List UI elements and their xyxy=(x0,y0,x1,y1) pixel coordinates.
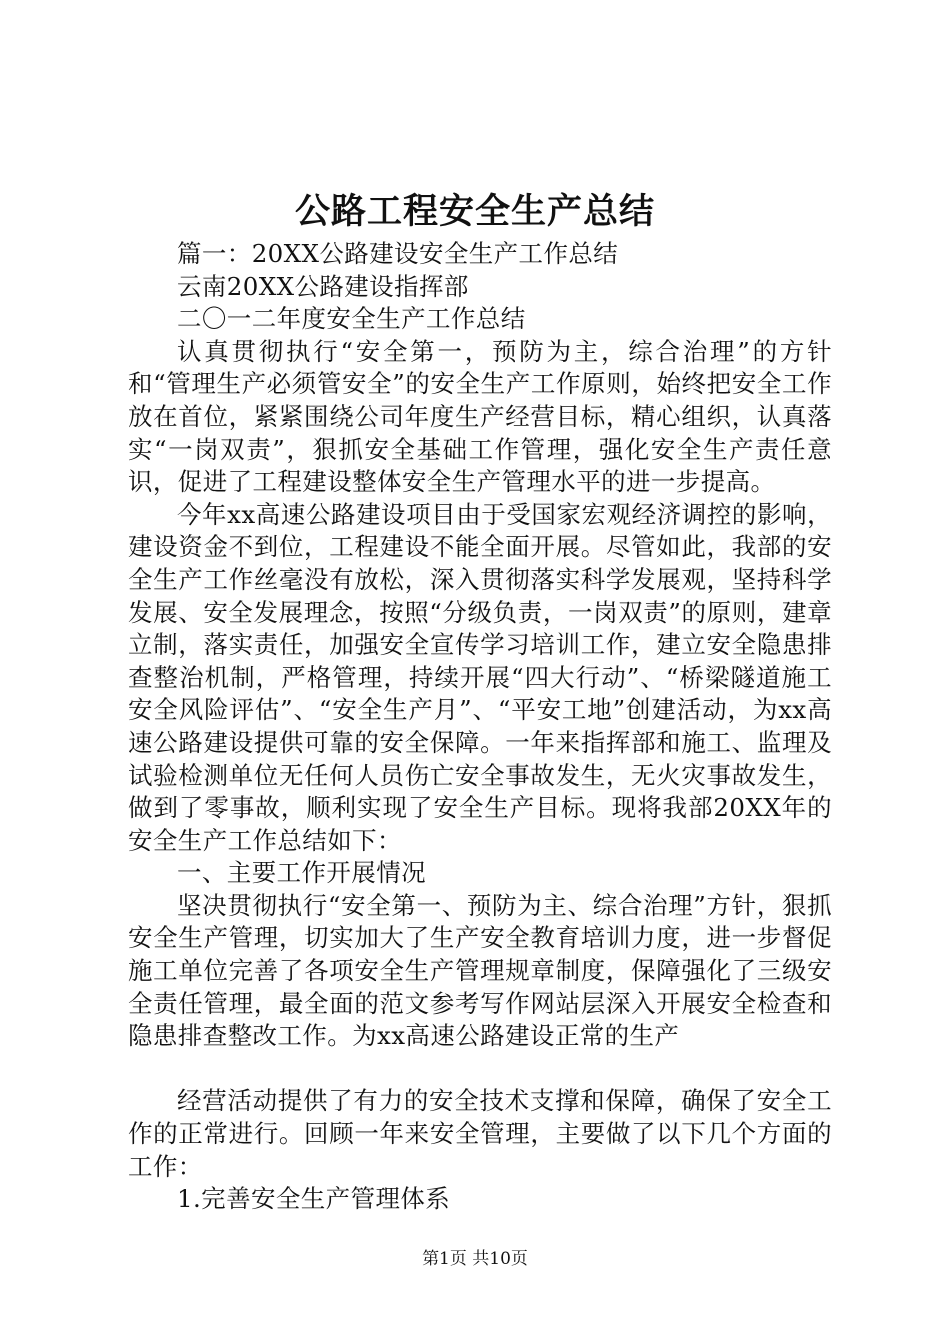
document-body xyxy=(128,238,832,1216)
page-number-footer: 第1页 共10页 xyxy=(422,1249,528,1269)
paragraph-continuation: 经营活动提供了有力的安全技术支撑和保障，确保了安全工作的正常进行。回顾一年来安全管理，主要做了以下几个方面的工作： xyxy=(128,1086,832,1181)
paragraph-report-title: 二〇一二年度安全生产工作总结 xyxy=(177,304,526,334)
document-title: 公路工程安全生产总结 xyxy=(294,191,655,232)
paragraph-section-heading: 一、主要工作开展情况 xyxy=(177,858,426,888)
paragraph-intro: 认真贯彻执行“安全第一，预防为主，综合治理”的方针和“管理生产必须管安全”的安全生产工作原则，始终把安全工作放在首位，紧紧围绕公司年度生产经营目标，精心组织，认真落实“一岗双责”，狠抓安全基础工作管理，强化安全生产责任意识，促进了工程建设整体安全生产管理水平的进一步提高。 xyxy=(128,336,832,497)
paragraph-heading-chapter: 篇一：20XX公路建设安全生产工作总结 xyxy=(177,239,619,268)
paragraph-organization: 云南20XX公路建设指挥部 xyxy=(177,271,469,301)
paragraph-section-body: 坚决贯彻执行“安全第一、预防为主、综合治理”方针，狠抓安全生产管理，切实加大了生产安全教育培训力度，进一步督促施工单位完善了各项安全生产管理规章制度，保障强化了三级安全责任管理，最全面的范文参考写作网站层深入开展安全检查和隐患排查整改工作。为xx高速公路建设正常的生产 xyxy=(128,890,832,1051)
paragraph-overview: 今年xx高速公路建设项目由于受国家宏观经济调控的影响，建设资金不到位，工程建设不能全面开展。尽管如此，我部的安全生产工作丝毫没有放松，深入贯彻落实科学发展观，坚持科学发展、安全发展理念，按照“分级负责，一岗双责”的原则，建章立制，落实责任，加强安全宣传学习培训工作，建立安全隐患排查整治机制，严格管理，持续开展“四大行动”、“桥梁隧道施工安全风险评估”、“安全生产月”、“平安工地”创建活动，为xx高速公路建设提供可靠的安全保障。一年来指挥部和施工、监理及试验检测单位无任何人员伤亡安全事故发生，无火灾事故发生，做到了零事故，顺利实现了安全生产目标。现将我部20XX年的安全生产工作总结如下： xyxy=(128,499,832,855)
paragraph-subsection-heading: 1.完善安全生产管理体系 xyxy=(177,1184,451,1214)
